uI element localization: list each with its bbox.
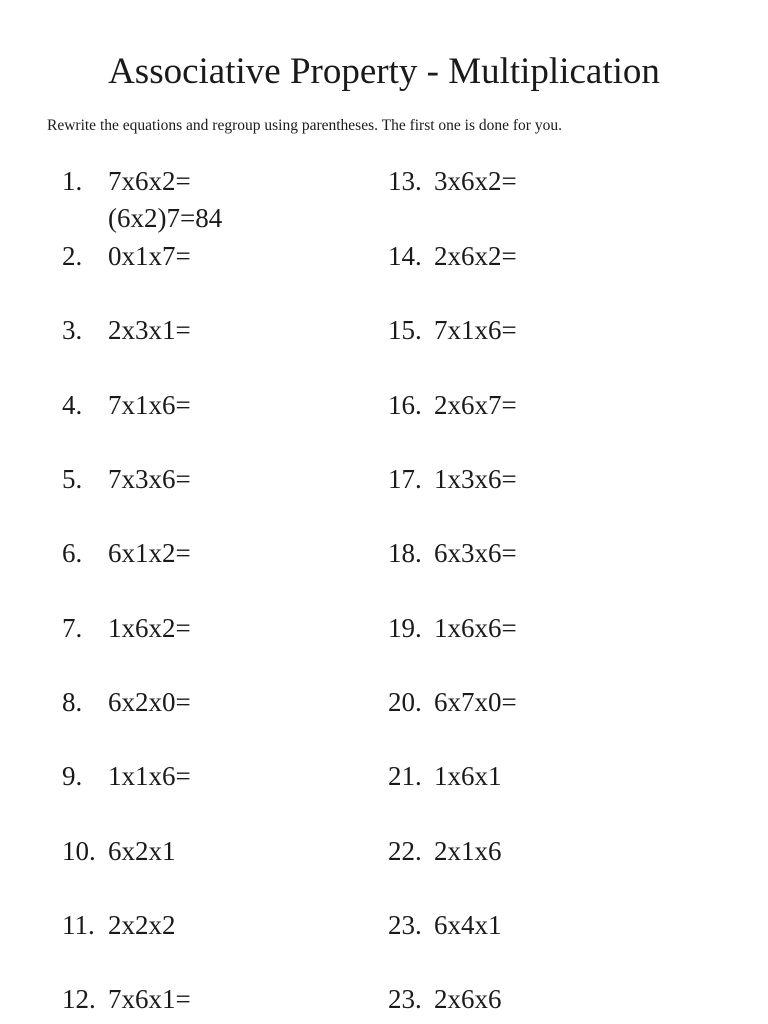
problem-number: 7. [62, 613, 83, 643]
problem-equation: 6x2x0= [108, 687, 191, 717]
problem-number: 22. [388, 836, 422, 866]
problem-equation: 2x2x2 [108, 910, 176, 940]
problem-equation: 6x4x1 [434, 910, 502, 940]
problem-equation: 2x6x2= [434, 241, 517, 271]
problem-equation: 3x6x2= [434, 166, 517, 196]
problem-8 [62, 684, 191, 721]
problem-number: 6. [62, 538, 83, 568]
problem-17 [388, 461, 517, 498]
problem-equation: 2x3x1= [108, 315, 191, 345]
problem-15 [388, 312, 517, 349]
problem-equation: 7x1x6= [434, 315, 517, 345]
problem-number: 23. [388, 910, 422, 940]
problem-equation: 6x2x1 [108, 836, 176, 866]
example-answer: (6x2)7=84 [108, 203, 223, 233]
problem-equation: 2x6x6 [434, 984, 502, 1014]
problem-4 [62, 387, 191, 424]
problem-20 [388, 684, 517, 721]
problem-number: 13. [388, 166, 422, 196]
problem-number: 3. [62, 315, 83, 345]
problem-16 [388, 387, 517, 424]
problem-6 [62, 535, 191, 572]
problem-equation: 7x6x1= [108, 984, 191, 1014]
problem-number: 15. [388, 315, 422, 345]
problem-number: 12. [62, 984, 96, 1014]
problem-equation: 7x6x2= [108, 166, 191, 196]
problem-number: 18. [388, 538, 422, 568]
problem-equation: 1x6x1 [434, 761, 502, 791]
worksheet-title: Associative Property - Multiplication [108, 51, 660, 92]
problem-23 [388, 907, 502, 944]
problem-18 [388, 535, 517, 572]
problem-number: 2. [62, 241, 83, 271]
problem-24 [388, 981, 502, 1018]
problem-equation: 2x1x6 [434, 836, 502, 866]
instructions-text: Rewrite the equations and regroup using parentheses. The first one is done for you. [47, 117, 562, 134]
problem-number: 20. [388, 687, 422, 717]
problem-13 [388, 163, 517, 200]
problem-equation: 1x1x6= [108, 761, 191, 791]
problem-7 [62, 610, 191, 647]
problem-19 [388, 610, 517, 647]
problem-equation: 1x6x2= [108, 613, 191, 643]
problem-3 [62, 312, 191, 349]
problem-number: 1. [62, 166, 83, 196]
problem-number: 17. [388, 464, 422, 494]
problem-14 [388, 238, 517, 275]
problem-equation: 6x3x6= [434, 538, 517, 568]
problem-number: 10. [62, 836, 96, 866]
problem-equation: 6x1x2= [108, 538, 191, 568]
problem-number: 5. [62, 464, 83, 494]
problem-10 [62, 833, 176, 870]
problem-equation: 0x1x7= [108, 241, 191, 271]
problem-equation: 1x3x6= [434, 464, 517, 494]
problem-number: 16. [388, 390, 422, 420]
problem-22 [388, 833, 502, 870]
problem-equation: 2x6x7= [434, 390, 517, 420]
problem-number: 21. [388, 761, 422, 791]
problem-equation: 6x7x0= [434, 687, 517, 717]
problem-number: 9. [62, 761, 83, 791]
problem-number: 14. [388, 241, 422, 271]
problem-number: 4. [62, 390, 83, 420]
problem-number: 11. [62, 910, 95, 940]
problem-11 [62, 907, 176, 944]
problem-number: 23. [388, 984, 422, 1014]
problem-equation: 7x1x6= [108, 390, 191, 420]
problem-equation: 7x3x6= [108, 464, 191, 494]
problem-number: 19. [388, 613, 422, 643]
problem-1 [62, 163, 222, 237]
problem-12 [62, 981, 191, 1018]
problem-number: 8. [62, 687, 83, 717]
problem-equation: 1x6x6= [434, 613, 517, 643]
problem-5 [62, 461, 191, 498]
problem-9 [62, 758, 191, 795]
problem-2 [62, 238, 191, 275]
problem-21 [388, 758, 502, 795]
